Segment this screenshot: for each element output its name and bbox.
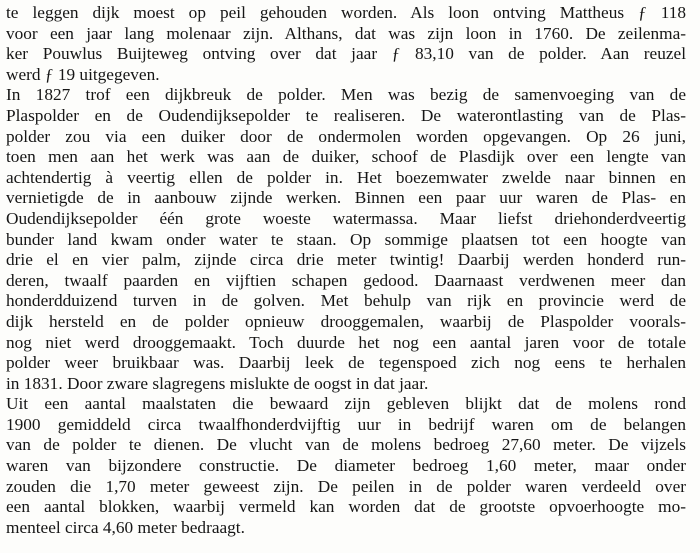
text-line: in 1831. Door zware slagregens mislukte de oogst in dat jaar. bbox=[6, 373, 429, 393]
paragraph-2 bbox=[6, 85, 686, 394]
text-line: achtendertig à veertig ellen de polder in. Het boezemwater zwelde naar binnen en bbox=[6, 167, 686, 187]
text-line: polder zou via een duiker door de ondermolen worden opgevangen. Op 26 juni, bbox=[6, 126, 686, 146]
text-line: te leggen dijk moest op peil gehouden worden. Als loon ontving Mattheus ƒ 118 bbox=[6, 3, 686, 22]
text-line: In 1827 trof een dijkbreuk de polder. Men was bezig de samenvoeging van de bbox=[6, 85, 686, 105]
text-line: zouden die 1,70 meter geweest zijn. De peilen in de polder waren verdeeld over bbox=[6, 476, 686, 496]
text-line: bunder land kwam onder water te staan. Op sommige plaatsen tot een hoogte van bbox=[6, 229, 686, 249]
text-line: werd ƒ 19 uitgegeven. bbox=[6, 64, 160, 84]
text-line: polder weer bruikbaar was. Daarbij leek de tegenspoed zich nog eens te herhalen bbox=[6, 353, 686, 373]
text-line: toen men aan het werk was aan de duiker, schoof de Plasdijk over een lengte van bbox=[6, 147, 686, 167]
text-line: nog niet werd drooggemaakt. Toch duurde het nog een aantal jaren voor de totale bbox=[6, 332, 686, 352]
text-line: 1900 gemiddeld circa twaalfhonderdvijftig uur in bedrijf waren om de belangen bbox=[6, 414, 686, 434]
paragraph-3 bbox=[6, 394, 686, 538]
text-line: Oudendijksepolder één grote woeste watermassa. Maar liefst driehonderdveertig bbox=[6, 208, 686, 228]
text-line: waren van bijzondere constructie. De diameter bedroeg 1,60 meter, maar onder bbox=[6, 456, 686, 476]
text-line: menteel circa 4,60 meter bedraagt. bbox=[6, 517, 245, 537]
text-line: van de polder te dienen. De vlucht van de molens bedroeg 27,60 meter. De vijzels bbox=[6, 435, 686, 455]
text-line: Uit een aantal maalstaten die bewaard zijn gebleven blijkt dat de molens rond bbox=[6, 394, 686, 414]
paragraph-1 bbox=[6, 3, 686, 85]
text-line: ker Pouwlus Buijteweg ontving over dat jaar ƒ 83,10 van de polder. Aan reuzel bbox=[6, 44, 686, 64]
text-line: drie el en vier palm, zijnde circa drie meter twintig! Daarbij werden honderd run- bbox=[6, 250, 686, 270]
text-line: dijk hersteld en de polder opnieuw drooggemalen, waarbij de Plaspolder voorals- bbox=[6, 311, 686, 331]
text-line: Plaspolder en de Oudendijksepolder te realiseren. De waterontlasting van de Plas- bbox=[6, 105, 686, 125]
text-line: honderdduizend turven in de golven. Met behulp van rijk en provincie werd de bbox=[6, 291, 686, 311]
text-line: deren, twaalf paarden en vijftien schapen gedood. Daarnaast verdwenen meer dan bbox=[6, 270, 686, 290]
text-line: een aantal blokken, waarbij vermeld kan worden dat de grootste opvoerhoogte mo- bbox=[6, 497, 686, 517]
body-text bbox=[6, 3, 686, 538]
text-line: vernietigde de in aanbouw zijnde werken. Binnen een paar uur waren de Plas- en bbox=[6, 188, 686, 208]
text-line: voor een jaar lang molenaar zijn. Althans, dat was zijn loon in 1760. De zeilenma- bbox=[6, 23, 686, 43]
